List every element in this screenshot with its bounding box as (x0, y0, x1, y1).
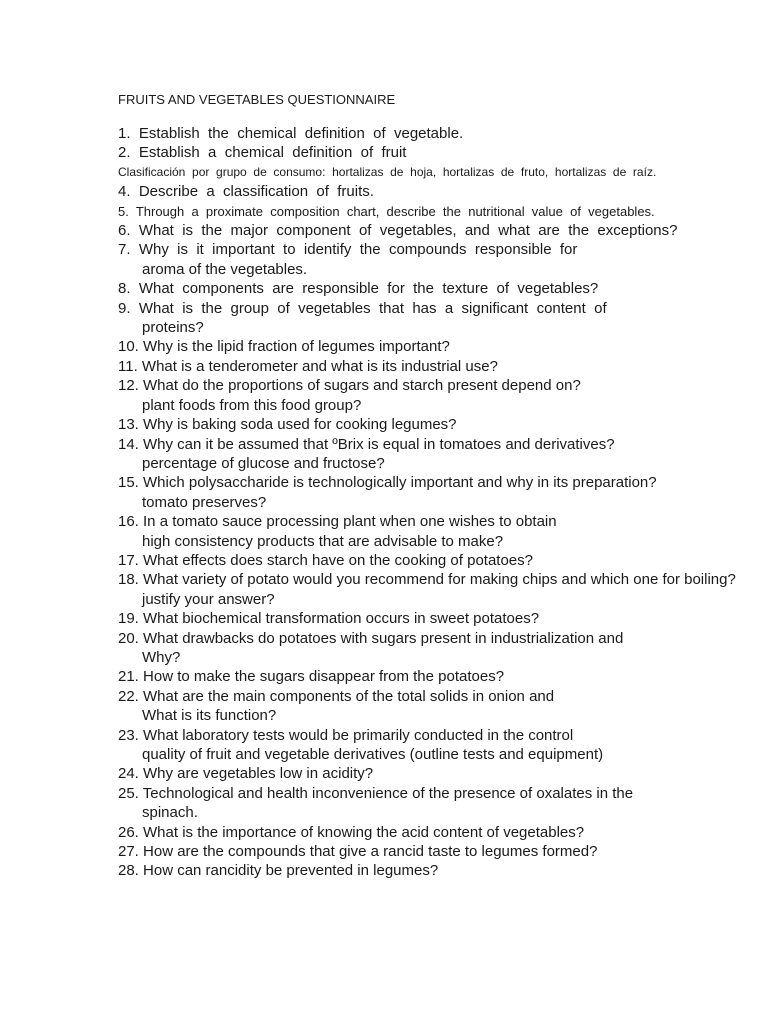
question-line: 21. How to make the sugars disappear from the potatoes? (118, 668, 505, 686)
question-continuation: plant foods from this food group? (142, 396, 362, 414)
question-line: 23. What laboratory tests would be primarily conducted in the control (118, 726, 574, 744)
question-line: 11. What is a tenderometer and what is its industrial use? (118, 357, 498, 375)
question-continuation: What is its function? (142, 707, 277, 725)
question-line: 2. Establish a chemical definition of fruit (118, 144, 407, 162)
document-title: FRUITS AND VEGETABLES QUESTIONNAIRE (118, 92, 396, 107)
question-line: 18. What variety of potato would you recommend for making chips and which one for boiling? (118, 571, 736, 589)
questionnaire-document (118, 92, 763, 881)
question-line: 1. Establish the chemical definition of vegetable. (118, 125, 464, 142)
question-continuation: justify your answer? (142, 590, 275, 608)
question-continuation: aroma of the vegetables. (142, 260, 308, 278)
question-line: 10. Why is the lipid fraction of legumes important? (118, 338, 450, 356)
question-line: 5. Through a proximate composition chart, describe the nutritional value of vegetables. (118, 203, 655, 219)
question-line: 16. In a tomato sauce processing plant when one wishes to obtain (118, 513, 557, 531)
question-continuation: spinach. (142, 804, 198, 822)
question-continuation: Why? (142, 648, 181, 666)
question-line: 19. What biochemical transformation occurs in sweet potatoes? (118, 610, 540, 628)
question-line: 7. Why is it important to identify the compounds responsible for (118, 241, 578, 259)
question-continuation: percentage of glucose and fructose? (142, 454, 385, 472)
question-line: 6. What is the major component of vegetables, and what are the exceptions? (118, 222, 678, 240)
question-continuation: tomato preserves? (142, 493, 267, 511)
question-line: 17. What effects does starch have on the cooking of potatoes? (118, 551, 533, 569)
question-line: 26. What is the importance of knowing the acid content of vegetables? (118, 823, 585, 841)
question-line: 27. How are the compounds that give a rancid taste to legumes formed? (118, 843, 598, 861)
question-line: Clasificación por grupo de consumo: hortalizas de hoja, hortalizas de fruto, hortalizas de raíz. (118, 164, 657, 179)
question-line: 25. Technological and health inconvenience of the presence of oxalates in the (118, 784, 634, 802)
question-line: 8. What components are responsible for the texture of vegetables? (118, 280, 599, 298)
question-line: 20. What drawbacks do potatoes with sugars present in industrialization and (118, 629, 624, 647)
question-line: 15. Which polysaccharide is technologically important and why in its preparation? (118, 474, 657, 492)
question-line: 9. What is the group of vegetables that has a significant content of (118, 299, 607, 317)
question-continuation: quality of fruit and vegetable derivatives (outline tests and equipment) (142, 746, 604, 763)
question-line: 22. What are the main components of the total solids in onion and (118, 687, 555, 705)
question-continuation: high consistency products that are advisable to make? (142, 532, 504, 550)
question-line: 28. How can rancidity be prevented in legumes? (118, 862, 439, 880)
question-line: 4. Describe a classification of fruits. (118, 183, 374, 201)
question-continuation: proteins? (142, 319, 204, 337)
question-line: 14. Why can it be assumed that ºBrix is equal in tomatoes and derivatives? (118, 435, 615, 453)
question-line: 24. Why are vegetables low in acidity? (118, 765, 374, 783)
question-line: 13. Why is baking soda used for cooking legumes? (118, 416, 457, 434)
question-line: 12. What do the proportions of sugars and starch present depend on? (118, 377, 581, 395)
